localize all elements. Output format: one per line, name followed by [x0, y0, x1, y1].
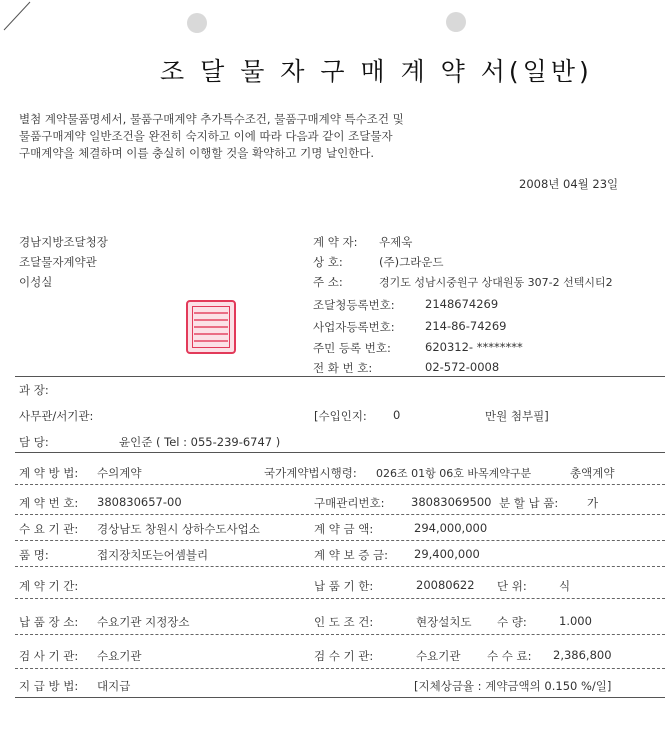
law-label: 국가계약법시행령:: [264, 466, 357, 480]
client-label: 수 요 기 관:: [19, 522, 79, 536]
divider: [15, 634, 665, 635]
delivery-value: 20080622: [416, 578, 475, 592]
place-label: 납 품 장 소:: [19, 615, 79, 629]
method-label: 계 약 방 법:: [19, 466, 79, 480]
contractor-phone-value: 02-572-0008: [425, 360, 500, 374]
penalty-text: [지체상금율 : 계약금액의 0.150 %/일]: [414, 679, 612, 693]
divider: [15, 452, 665, 453]
clerk-label: 사무관/서기관:: [19, 409, 94, 423]
contractor-bizno-label: 사업자등록번호:: [313, 320, 395, 334]
dept-label: 과 장:: [19, 383, 49, 397]
officer-value: 윤인준 ( Tel : 055-239-6747 ): [119, 435, 281, 449]
contractor-idno-value: 620312- ********: [425, 340, 523, 354]
intro-line-1: 별첨 계약물품명세서, 물품구매계약 추가특수조건, 물품구매계약 특수조건 및: [19, 112, 404, 126]
contractor-address-label: 주 소:: [313, 275, 343, 289]
unit-label: 단 위:: [497, 579, 527, 593]
law-value: 026조 01항 06호 바목계약구분: [376, 467, 532, 480]
contractor-rep-value: 우제욱: [379, 235, 413, 249]
divider: [15, 598, 665, 599]
contractor-bizno-value: 214-86-74269: [425, 319, 507, 333]
corner-mark: [0, 0, 40, 40]
contractor-regno-label: 조달청등록번호:: [313, 298, 395, 312]
purchase-no-value: 38083069500: [411, 495, 492, 509]
agency-office: 경남지방조달청장: [19, 235, 108, 249]
divider: [15, 376, 665, 377]
contractor-phone-label: 전 화 번 호:: [313, 361, 373, 375]
method-value: 수의계약: [97, 466, 142, 480]
stamp-value: 0: [393, 408, 401, 422]
period-label: 계 약 기 간:: [19, 579, 79, 593]
stamp-suffix: 만원 첨부필]: [485, 409, 549, 423]
partial-label: 분 할 납 품:: [499, 496, 559, 510]
fee-value: 2,386,800: [553, 648, 612, 662]
divider: [15, 514, 665, 515]
contractor-company-label: 상 호:: [313, 255, 343, 269]
intro-line-2: 물품구매계약 일반조건을 완전히 숙지하고 이에 따라 다음과 같이 조달물자: [19, 129, 393, 143]
inspect-value: 수요기관: [97, 649, 142, 663]
contract-no-value: 380830657-00: [97, 495, 182, 509]
payment-label: 지 급 방 법:: [19, 679, 79, 693]
delivery-label: 납 품 기 한:: [314, 579, 374, 593]
accept-label: 검 수 기 관:: [314, 649, 374, 663]
fee-label: 수 수 료:: [487, 649, 532, 663]
contractor-company-value: (주)그라운드: [379, 255, 444, 269]
accept-value: 수요기관: [416, 649, 461, 663]
amount-value: 294,000,000: [414, 521, 488, 535]
intro-line-3: 구매계약을 체결하며 이를 충실히 이행할 것을 확약하고 기명 날인한다.: [19, 146, 375, 160]
divider: [15, 697, 665, 698]
contractor-regno-value: 2148674269: [425, 297, 499, 311]
divider: [15, 484, 665, 485]
document-title: 조 달 물 자 구 매 계 약 서(일반): [160, 57, 593, 86]
handover-value: 현장설치도: [416, 615, 472, 629]
contract-date: 2008년 04월 23일: [519, 177, 619, 191]
punch-hole-right: [446, 12, 466, 32]
punch-hole-left: [187, 13, 207, 33]
client-value: 경상남도 창원시 상하수도사업소: [97, 522, 260, 536]
item-label: 품 명:: [19, 548, 49, 562]
partial-value: 가: [587, 496, 599, 510]
item-value: 접지장치또는어셈블리: [97, 548, 209, 562]
inspect-label: 검 사 기 관:: [19, 649, 79, 663]
law-type: 총액계약: [570, 466, 615, 480]
agency-name: 이성실: [19, 275, 53, 289]
divider: [15, 566, 665, 567]
payment-value: 대지급: [97, 679, 131, 693]
purchase-no-label: 구매관리번호:: [314, 496, 385, 510]
divider: [15, 668, 665, 669]
agency-title: 조달물자계약관: [19, 255, 97, 269]
contractor-idno-label: 주민 등록 번호:: [313, 341, 391, 355]
qty-value: 1.000: [559, 614, 592, 628]
contract-no-label: 계 약 번 호:: [19, 496, 79, 510]
contractor-address-value: 경기도 성남시중원구 상대원동 307-2 선텍시티2: [379, 276, 613, 289]
contractor-rep-label: 계 약 자:: [313, 235, 358, 249]
deposit-value: 29,400,000: [414, 547, 480, 561]
amount-label: 계 약 금 액:: [314, 522, 374, 536]
divider: [15, 540, 665, 541]
handover-label: 인 도 조 건:: [314, 615, 374, 629]
official-seal: [186, 300, 236, 354]
deposit-label: 계 약 보 증 금:: [314, 548, 389, 562]
unit-value: 식: [559, 579, 571, 593]
qty-label: 수 량:: [497, 615, 527, 629]
place-value: 수요기관 지정장소: [97, 615, 190, 629]
stamp-label: [수입인지:: [314, 409, 367, 423]
officer-label: 담 당:: [19, 435, 49, 449]
